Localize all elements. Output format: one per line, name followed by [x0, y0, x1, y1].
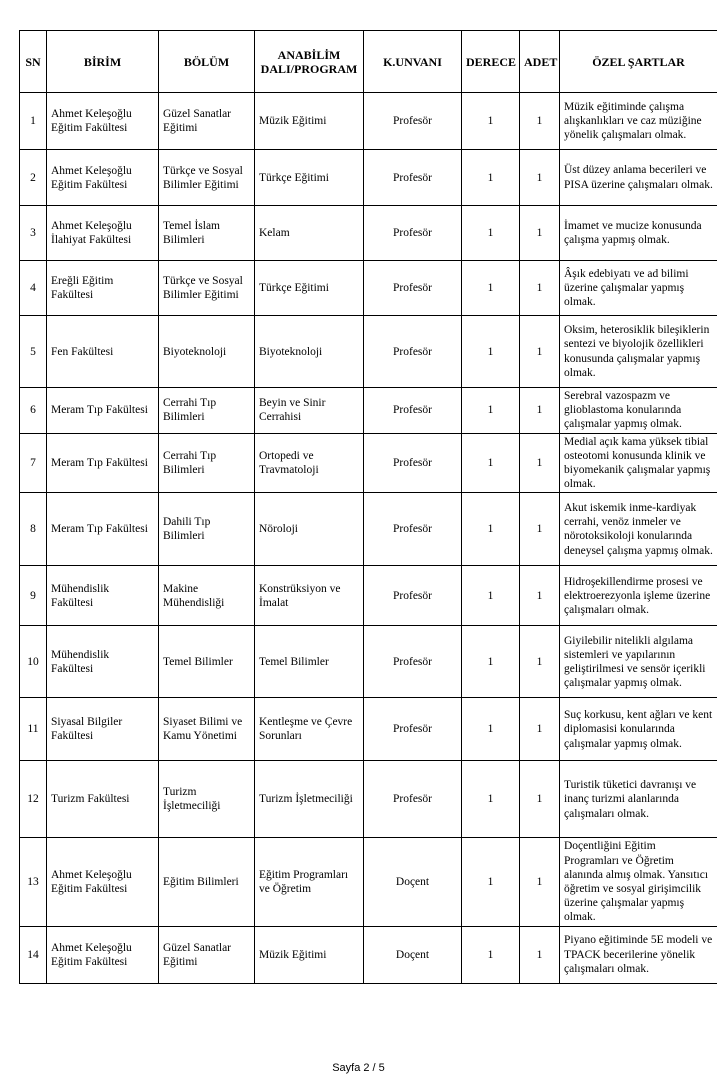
cell-derece: 1 [462, 626, 520, 698]
cell-anabilim: Türkçe Eğitimi [255, 150, 364, 206]
cell-ozel-sartlar: İmamet ve mucize konusunda çalışma yapmış olmak. [560, 206, 717, 261]
table-row [20, 566, 717, 626]
cell-unvan: Profesör [364, 761, 462, 838]
cell-derece: 1 [462, 698, 520, 761]
cell-anabilim: Ortopedi ve Travmatoloji [255, 433, 364, 493]
cell-ozel-sartlar: Serebral vazospazm ve glioblastoma konularında çalışmalar yapmış olmak. [560, 388, 717, 434]
table-row [20, 388, 717, 434]
cell-ozel-sartlar: Piyano eğitiminde 5E modeli ve TPACK becerilerine yönelik çalışmaları olmak. [560, 926, 717, 983]
cell-birim: Ahmet Keleşoğlu Eğitim Fakültesi [47, 150, 159, 206]
cell-unvan: Doçent [364, 838, 462, 926]
table-row [20, 926, 717, 983]
header-derece: DERECE [462, 31, 520, 93]
cell-unvan: Profesör [364, 261, 462, 316]
cell-derece: 1 [462, 206, 520, 261]
cell-birim: Ahmet Keleşoğlu Eğitim Fakültesi [47, 926, 159, 983]
cell-unvan: Profesör [364, 388, 462, 434]
cell-birim: Ahmet Keleşoğlu İlahiyat Fakültesi [47, 206, 159, 261]
cell-adet: 1 [520, 150, 560, 206]
cell-birim: Turizm Fakültesi [47, 761, 159, 838]
cell-sn: 5 [20, 316, 47, 388]
cell-bolum: Dahili Tıp Bilimleri [159, 493, 255, 566]
cell-unvan: Profesör [364, 493, 462, 566]
cell-sn: 6 [20, 388, 47, 434]
table-row [20, 626, 717, 698]
cell-ozel-sartlar: Doçentliğini Eğitim Programları ve Öğretim alanında almış olmak. Yansıtıcı öğretim ve sosyal girişimcilik üzerine çalışmalar yapmış olmak. [560, 838, 717, 926]
cell-anabilim: Müzik Eğitimi [255, 926, 364, 983]
cell-birim: Mühendislik Fakültesi [47, 566, 159, 626]
header-ozel-sartlar: ÖZEL ŞARTLAR [560, 31, 717, 93]
cell-unvan: Profesör [364, 433, 462, 493]
header-unvan: K.UNVANI [364, 31, 462, 93]
cell-anabilim: Müzik Eğitimi [255, 93, 364, 150]
cell-anabilim: Beyin ve Sinir Cerrahisi [255, 388, 364, 434]
cell-anabilim: Kentleşme ve Çevre Sorunları [255, 698, 364, 761]
cell-bolum: Cerrahi Tıp Bilimleri [159, 433, 255, 493]
cell-birim: Meram Tıp Fakültesi [47, 433, 159, 493]
cell-anabilim: Kelam [255, 206, 364, 261]
cell-adet: 1 [520, 838, 560, 926]
cell-anabilim: Temel Bilimler [255, 626, 364, 698]
cell-ozel-sartlar: Müzik eğitiminde çalışma alışkanlıkları ve caz müziğine yönelik çalışmaları olmak. [560, 93, 717, 150]
cell-bolum: Güzel Sanatlar Eğitimi [159, 93, 255, 150]
cell-anabilim: Biyoteknoloji [255, 316, 364, 388]
cell-unvan: Profesör [364, 150, 462, 206]
cell-derece: 1 [462, 93, 520, 150]
cell-derece: 1 [462, 493, 520, 566]
cell-sn: 11 [20, 698, 47, 761]
cell-derece: 1 [462, 838, 520, 926]
cell-sn: 2 [20, 150, 47, 206]
header-adet: ADET [520, 31, 560, 93]
cell-bolum: Turizm İşletmeciliği [159, 761, 255, 838]
cell-birim: Ahmet Keleşoğlu Eğitim Fakültesi [47, 93, 159, 150]
cell-unvan: Profesör [364, 626, 462, 698]
header-bolum: BÖLÜM [159, 31, 255, 93]
cell-ozel-sartlar: Oksim, heterosiklik bileşiklerin sentezi ve biyolojik özellikleri konusunda çalışmalar yapmış olmak. [560, 316, 717, 388]
cell-birim: Mühendislik Fakültesi [47, 626, 159, 698]
cell-sn: 1 [20, 93, 47, 150]
cell-ozel-sartlar: Giyilebilir nitelikli algılama sistemleri ve yapılarının geliştirilmesi ve sensör içerikli çalışmalar yapmış olmak. [560, 626, 717, 698]
cell-anabilim: Nöroloji [255, 493, 364, 566]
cell-sn: 7 [20, 433, 47, 493]
header-birim: BİRİM [47, 31, 159, 93]
cell-adet: 1 [520, 316, 560, 388]
header-sn: SN [20, 31, 47, 93]
cell-bolum: Biyoteknoloji [159, 316, 255, 388]
cell-unvan: Profesör [364, 316, 462, 388]
cell-anabilim: Türkçe Eğitimi [255, 261, 364, 316]
table-row [20, 433, 717, 493]
cell-adet: 1 [520, 626, 560, 698]
header-row [20, 31, 717, 93]
cell-birim: Ahmet Keleşoğlu Eğitim Fakültesi [47, 838, 159, 926]
header-anabilim: ANABİLİM DALI/PROGRAM [255, 31, 364, 93]
cell-sn: 12 [20, 761, 47, 838]
page-number: Sayfa 2 / 5 [332, 1062, 385, 1074]
cell-adet: 1 [520, 698, 560, 761]
cell-bolum: Cerrahi Tıp Bilimleri [159, 388, 255, 434]
table-row [20, 261, 717, 316]
cell-bolum: Temel İslam Bilimleri [159, 206, 255, 261]
cell-derece: 1 [462, 926, 520, 983]
cell-derece: 1 [462, 761, 520, 838]
cell-derece: 1 [462, 388, 520, 434]
cell-birim: Fen Fakültesi [47, 316, 159, 388]
cell-unvan: Profesör [364, 206, 462, 261]
cell-derece: 1 [462, 433, 520, 493]
table-row [20, 698, 717, 761]
cell-derece: 1 [462, 261, 520, 316]
cell-anabilim: Eğitim Programları ve Öğretim [255, 838, 364, 926]
cell-bolum: Siyaset Bilimi ve Kamu Yönetimi [159, 698, 255, 761]
cell-sn: 14 [20, 926, 47, 983]
table-row [20, 493, 717, 566]
cell-adet: 1 [520, 493, 560, 566]
cell-ozel-sartlar: Âşık edebiyatı ve ad bilimi üzerine çalışmalar yapmış olmak. [560, 261, 717, 316]
cell-unvan: Profesör [364, 93, 462, 150]
cell-sn: 4 [20, 261, 47, 316]
cell-derece: 1 [462, 566, 520, 626]
cell-bolum: Türkçe ve Sosyal Bilimler Eğitimi [159, 261, 255, 316]
cell-sn: 8 [20, 493, 47, 566]
table-row [20, 150, 717, 206]
table-row [20, 316, 717, 388]
cell-ozel-sartlar: Akut iskemik inme-kardiyak cerrahi, venöz inmeler ve nörotoksikoloji konularında deneysel çalışma yapmış olmak. [560, 493, 717, 566]
cell-ozel-sartlar: Hidroşekillendirme prosesi ve elektroerezyonla işleme üzerine çalışmaları olmak. [560, 566, 717, 626]
cell-adet: 1 [520, 206, 560, 261]
cell-anabilim: Turizm İşletmeciliği [255, 761, 364, 838]
cell-sn: 9 [20, 566, 47, 626]
table-row [20, 838, 717, 926]
table-row [20, 761, 717, 838]
table-row [20, 206, 717, 261]
cell-adet: 1 [520, 261, 560, 316]
cell-unvan: Profesör [364, 566, 462, 626]
cell-bolum: Eğitim Bilimleri [159, 838, 255, 926]
cell-birim: Siyasal Bilgiler Fakültesi [47, 698, 159, 761]
cell-sn: 10 [20, 626, 47, 698]
cell-anabilim: Konstrüksiyon ve İmalat [255, 566, 364, 626]
cell-bolum: Temel Bilimler [159, 626, 255, 698]
cell-derece: 1 [462, 150, 520, 206]
cell-birim: Ereğli Eğitim Fakültesi [47, 261, 159, 316]
positions-table [19, 30, 717, 984]
cell-adet: 1 [520, 388, 560, 434]
cell-birim: Meram Tıp Fakültesi [47, 388, 159, 434]
cell-ozel-sartlar: Turistik tüketici davranışı ve inanç turizmi alanlarında çalışmaları olmak. [560, 761, 717, 838]
cell-sn: 3 [20, 206, 47, 261]
table-row [20, 93, 717, 150]
cell-unvan: Doçent [364, 926, 462, 983]
cell-derece: 1 [462, 316, 520, 388]
cell-adet: 1 [520, 433, 560, 493]
cell-ozel-sartlar: Üst düzey anlama becerileri ve PISA üzerine çalışmaları olmak. [560, 150, 717, 206]
cell-unvan: Profesör [364, 698, 462, 761]
cell-adet: 1 [520, 926, 560, 983]
cell-bolum: Makine Mühendisliği [159, 566, 255, 626]
cell-sn: 13 [20, 838, 47, 926]
cell-bolum: Güzel Sanatlar Eğitimi [159, 926, 255, 983]
cell-ozel-sartlar: Suç korkusu, kent ağları ve kent diplomasisi konularında çalışmalar yapmış olmak. [560, 698, 717, 761]
cell-bolum: Türkçe ve Sosyal Bilimler Eğitimi [159, 150, 255, 206]
cell-adet: 1 [520, 93, 560, 150]
cell-adet: 1 [520, 566, 560, 626]
cell-ozel-sartlar: Medial açık kama yüksek tibial osteotomi konusunda klinik ve biyomekanik çalışmalar yapmış olmak. [560, 433, 717, 493]
cell-birim: Meram Tıp Fakültesi [47, 493, 159, 566]
cell-adet: 1 [520, 761, 560, 838]
